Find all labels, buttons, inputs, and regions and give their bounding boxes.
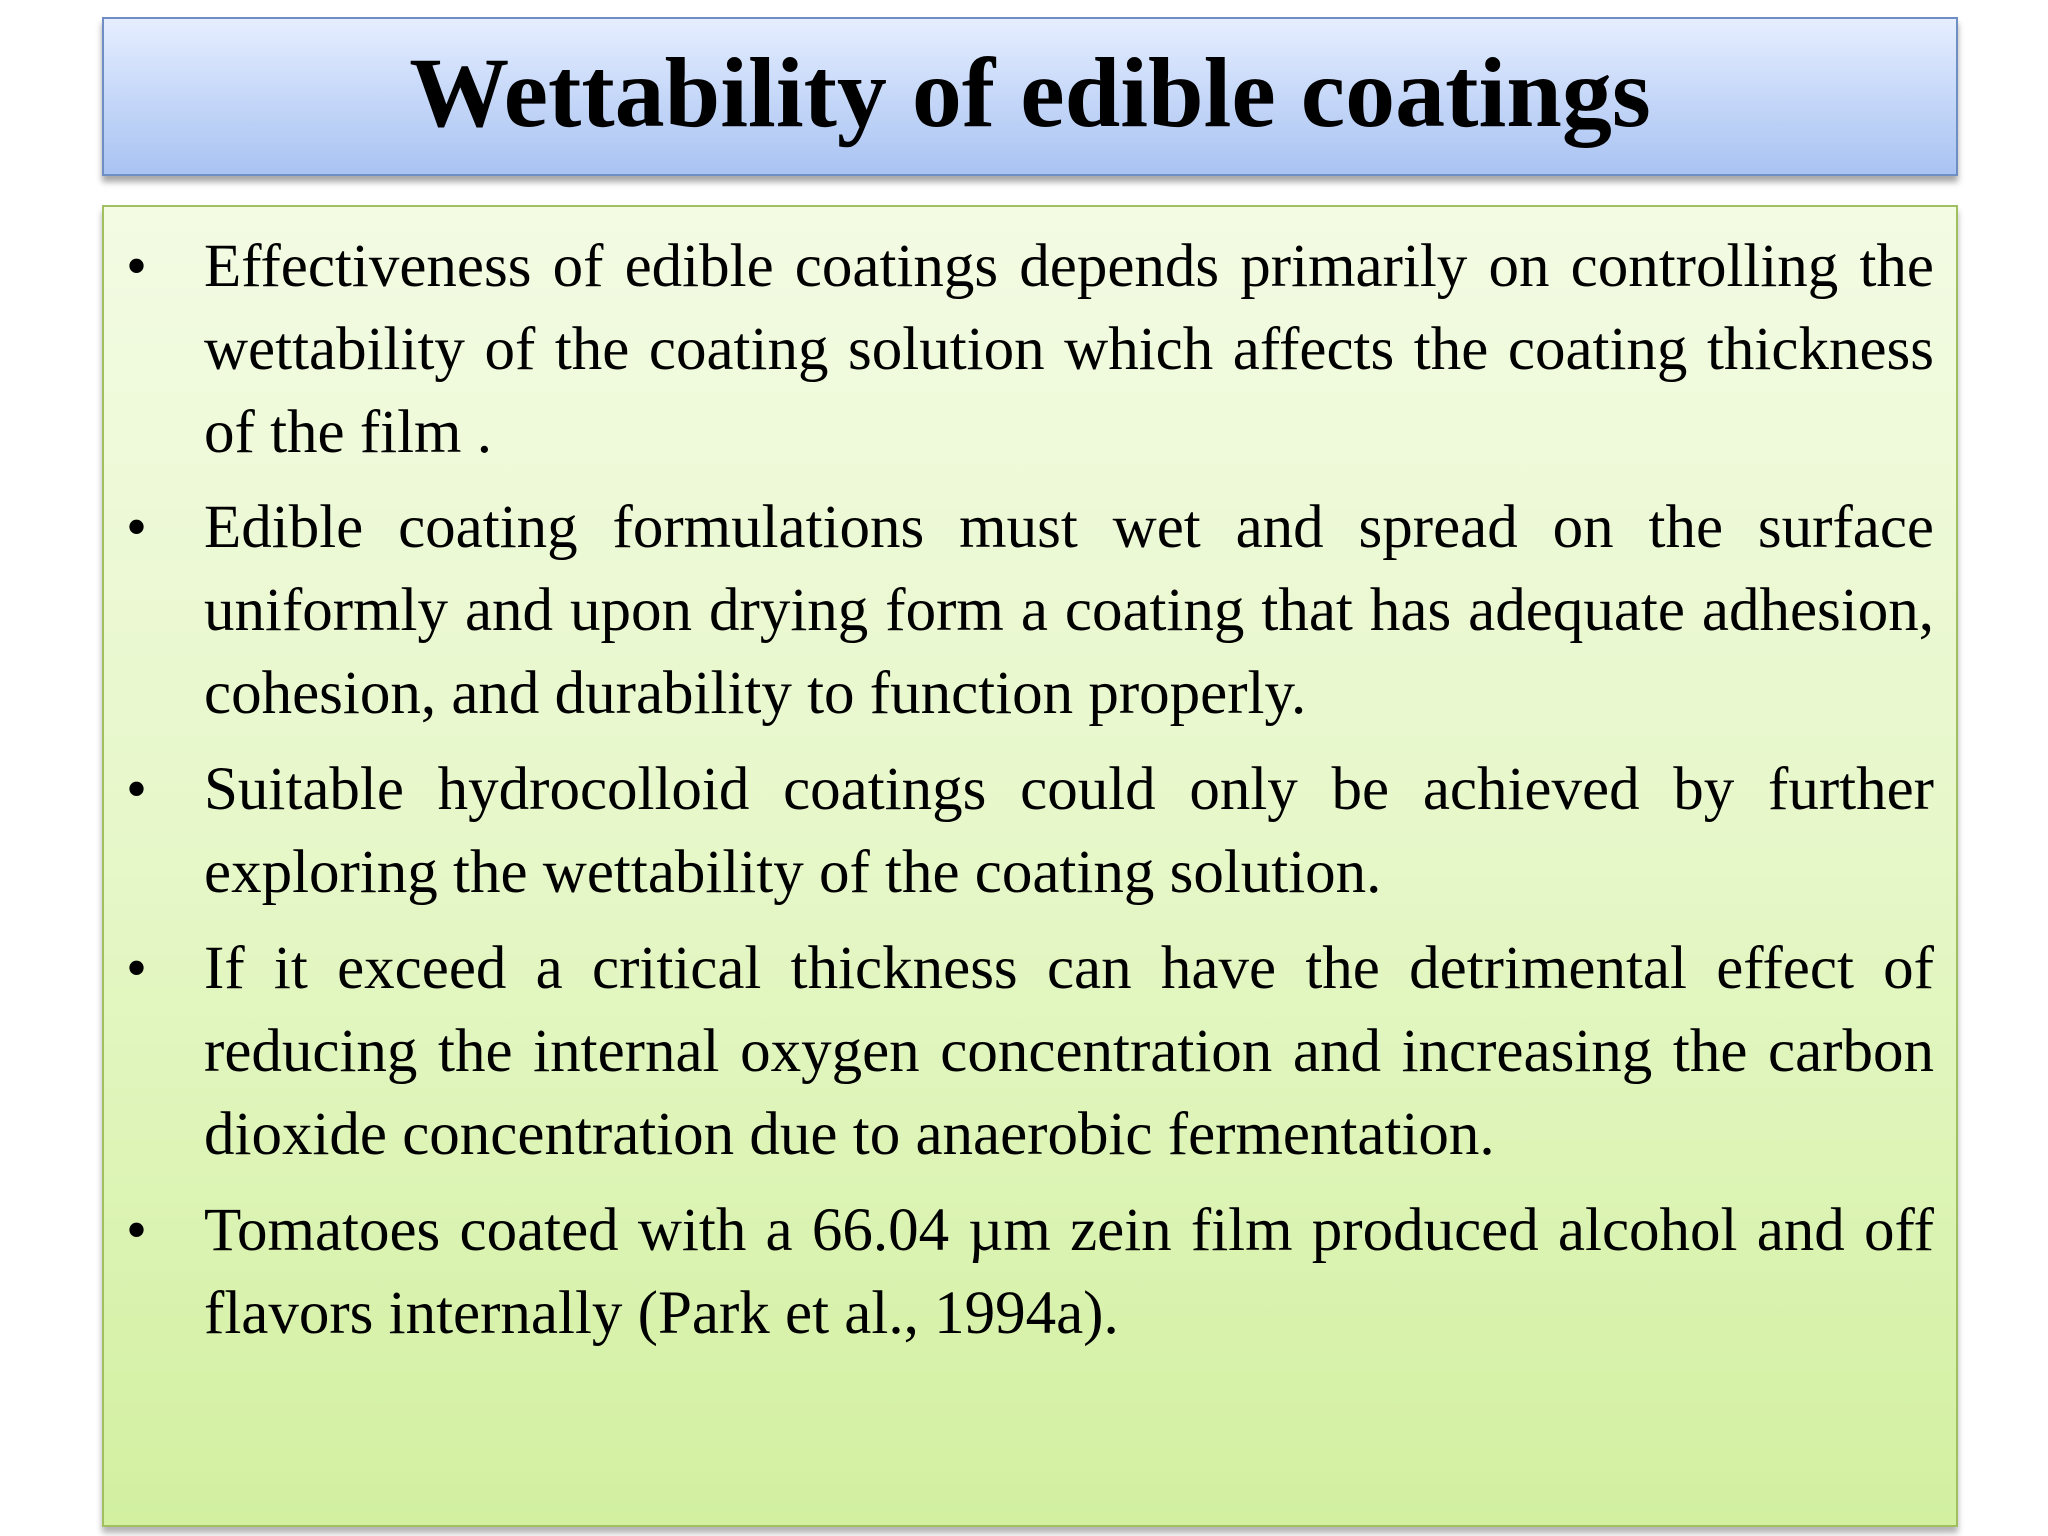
bullet-icon: • bbox=[126, 935, 148, 1001]
title-box bbox=[102, 17, 1958, 176]
bullet-text: Effectiveness of edible coatings depends primarily on controlling the wettability of the coating solution which affects the coating thickness of the film . bbox=[204, 233, 1934, 466]
bullet-item bbox=[104, 225, 1956, 474]
slide-title: Wettability of edible coatings bbox=[409, 36, 1651, 148]
bullet-list bbox=[104, 225, 1956, 1355]
bullet-text: If it exceed a critical thickness can have the detrimental effect of reducing the internal oxygen concentration and increasing the carbon dioxide concentration due to anaerobic fermentation. bbox=[204, 935, 1934, 1168]
bullet-item bbox=[104, 1189, 1956, 1355]
bullet-icon: • bbox=[126, 233, 148, 299]
content-box bbox=[102, 205, 1958, 1527]
bullet-item bbox=[104, 486, 1956, 735]
bullet-text: Tomatoes coated with a 66.04 µm zein film produced alcohol and off flavors internally (Park et al., 1994a). bbox=[204, 1197, 1934, 1347]
bullet-item bbox=[104, 927, 1956, 1176]
bullet-text: Edible coating formulations must wet and spread on the surface uniformly and upon drying form a coating that has adequate adhesion, cohesion, and durability to function properly. bbox=[204, 494, 1934, 727]
bullet-icon: • bbox=[126, 756, 148, 822]
bullet-text: Suitable hydrocolloid coatings could only be achieved by further exploring the wettability of the coating solution. bbox=[204, 756, 1934, 906]
bullet-icon: • bbox=[126, 1197, 148, 1263]
bullet-item bbox=[104, 748, 1956, 914]
bullet-icon: • bbox=[126, 494, 148, 560]
